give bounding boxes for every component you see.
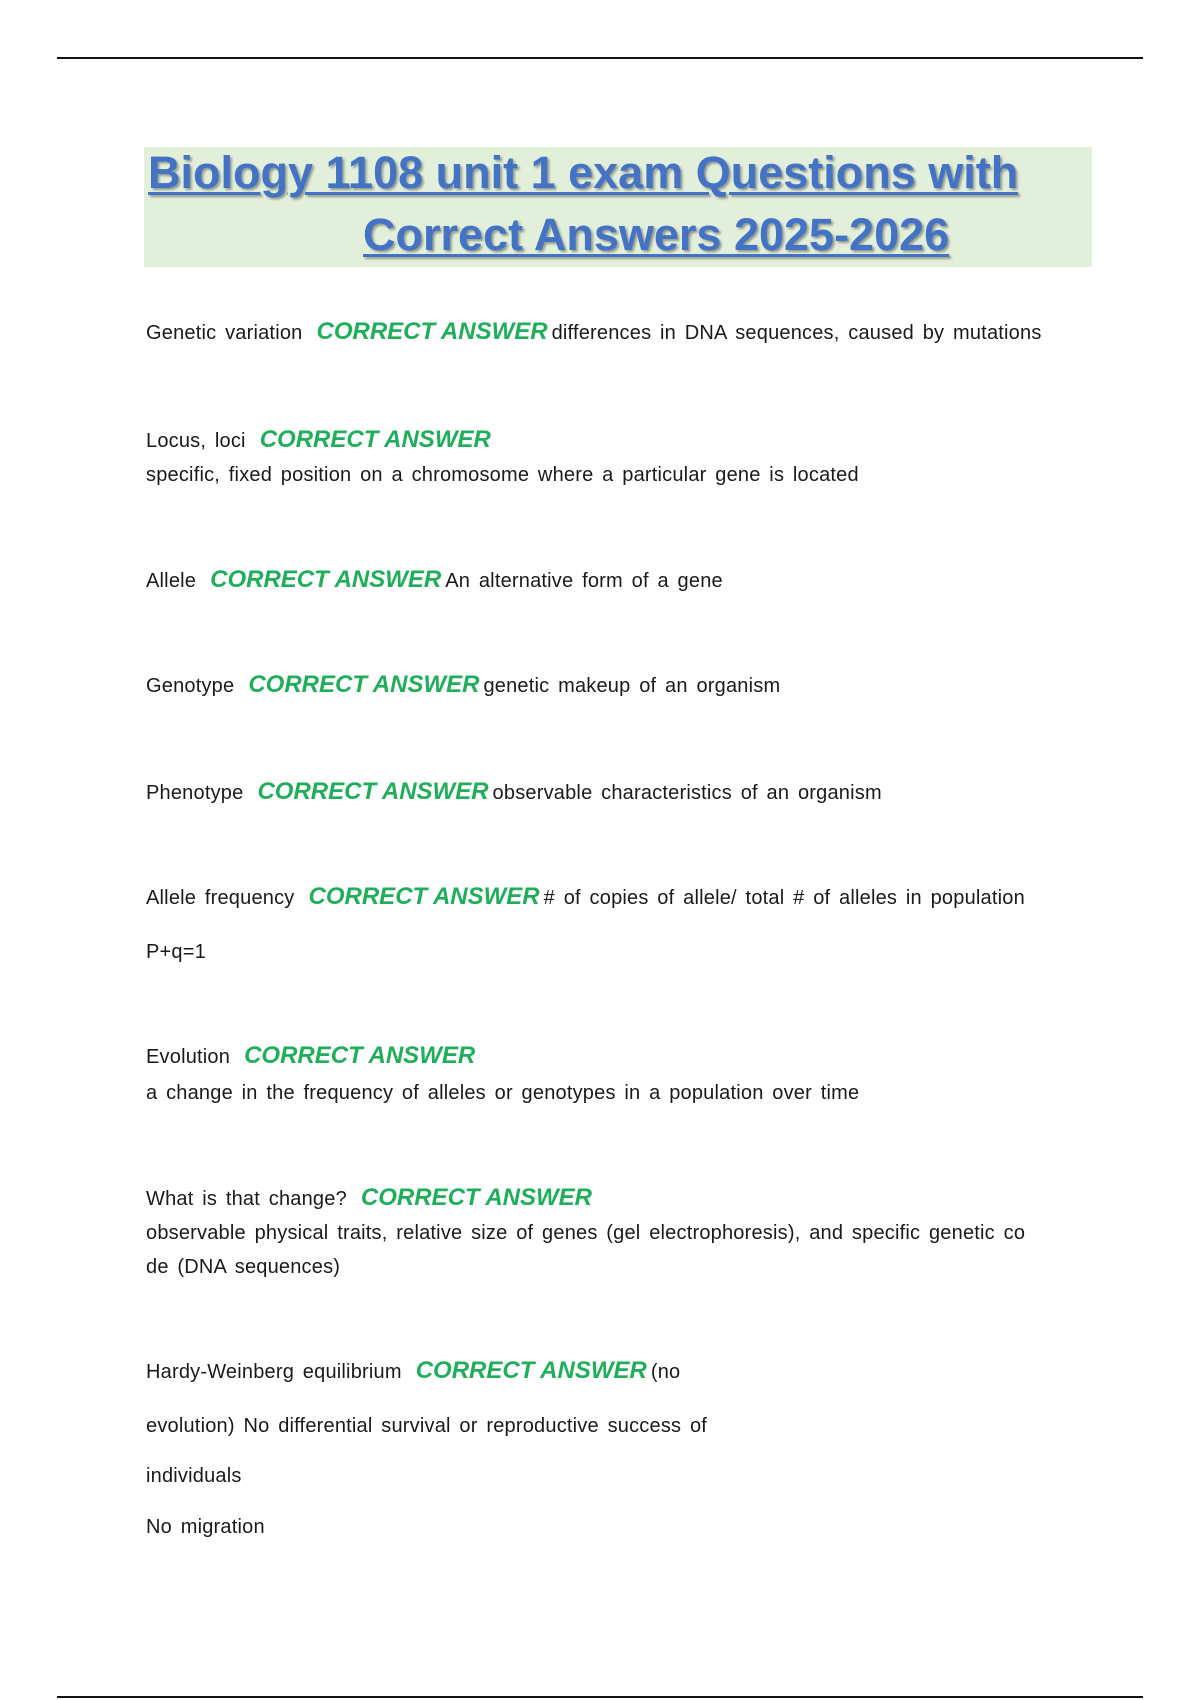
correct-answer-marker: CORRECT ANSWER (308, 883, 540, 910)
term: Hardy-Weinberg equilibrium (146, 1361, 402, 1383)
correct-answer-marker: CORRECT ANSWER (248, 671, 480, 698)
correct-answer-marker: CORRECT ANSWER (210, 566, 442, 593)
term: Locus, loci (146, 430, 246, 452)
term: Allele frequency (146, 887, 295, 909)
qa-entry-locus (146, 427, 495, 454)
document-title-line-2: Correct Answers 2025-2026 (363, 209, 950, 260)
correct-answer-marker: CORRECT ANSWER (316, 318, 548, 345)
term: Genotype (146, 675, 235, 697)
answer: genetic makeup of an organism (483, 675, 781, 697)
term: Allele (146, 570, 197, 592)
answer-line-1: (no (650, 1361, 681, 1383)
document-title-line-1: Biology 1108 unit 1 exam Questions with (148, 147, 1019, 198)
term: Evolution (146, 1046, 231, 1068)
correct-answer-marker: CORRECT ANSWER (257, 778, 489, 805)
answer: # of copies of allele/ total # of alleles in population (543, 887, 1025, 909)
qa-entry-genotype (146, 672, 780, 699)
answer-line-2: de (DNA sequences) (146, 1256, 341, 1278)
term: Genetic variation (146, 322, 303, 344)
qa-entry-genetic-variation (146, 319, 1042, 346)
qa-entry-hardy-weinberg (146, 1358, 680, 1385)
answer: observable characteristics of an organism (492, 782, 882, 804)
answer: a change in the frequency of alleles or genotypes in a population over time (146, 1082, 860, 1104)
qa-entry-allele-frequency (146, 884, 1025, 911)
qa-entry-evolution (146, 1043, 479, 1070)
term: What is that change? (146, 1188, 347, 1210)
answer-line-1: observable physical traits, relative size of genes (gel electrophoresis), and specific genetic co (146, 1222, 1026, 1244)
bottom-rule (57, 1696, 1143, 1698)
answer: differences in DNA sequences, caused by mutations (551, 322, 1042, 344)
correct-answer-marker: CORRECT ANSWER (360, 1184, 592, 1211)
correct-answer-marker: CORRECT ANSWER (244, 1042, 476, 1069)
term: Phenotype (146, 782, 244, 804)
top-rule (57, 57, 1143, 59)
answer-line-4: No migration (146, 1516, 265, 1538)
answer-line-2: evolution) No differential survival or reproductive success of (146, 1415, 708, 1437)
qa-entry-phenotype (146, 779, 882, 806)
qa-entry-allele (146, 567, 723, 594)
correct-answer-marker: CORRECT ANSWER (415, 1357, 647, 1384)
qa-entry-what-is-that-change (146, 1185, 596, 1212)
correct-answer-marker: CORRECT ANSWER (259, 426, 491, 453)
answer-line-3: individuals (146, 1465, 242, 1487)
answer-extra: P+q=1 (146, 941, 206, 963)
answer: An alternative form of a gene (445, 570, 723, 592)
answer: specific, fixed position on a chromosome where a particular gene is located (146, 464, 859, 486)
